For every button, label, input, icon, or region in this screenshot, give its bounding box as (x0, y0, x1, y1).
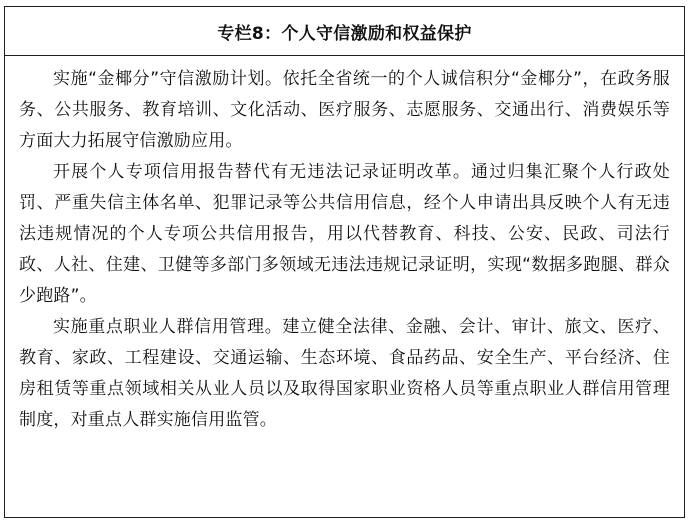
paragraph-key-profession-credit: 实施重点职业人群信用管理。建立健全法律、金融、会计、审计、旅文、医疗、教育、家政、工程建设、交通运输、生态环境、食品药品、安全生产、平台经济、住房租赁等重点领域相关从业人员以及取得国家职业资格人员等重点职业人群信用管理制度，对重点人群实施信用监管。 (19, 317, 670, 430)
box-body (5, 56, 684, 436)
box-title: 专栏8：个人守信激励和权益保护 (5, 7, 684, 56)
paragraph-credit-report-reform: 开展个人专项信用报告替代有无违法记录证明改革。通过归集汇聚个人行政处罚、严重失信主体名单、犯罪记录等公共信用信息，经个人申请出具反映个人有无违法违规情况的个人专项公共信用报告，用以代替教育、科技、公安、民政、司法行政、人社、住建、卫健等多部门多领域无违法违规记录证明，实现“数据多跑腿、群众少跑路”。 (19, 162, 670, 306)
column-box (4, 6, 685, 518)
paragraph-jinyefen-incentive: 实施“金椰分”守信激励计划。依托全省统一的个人诚信积分“金椰分”，在政务服务、公共服务、教育培训、文化活动、医疗服务、志愿服务、交通出行、消费娱乐等方面大力拓展守信激励应用。 (19, 69, 670, 151)
